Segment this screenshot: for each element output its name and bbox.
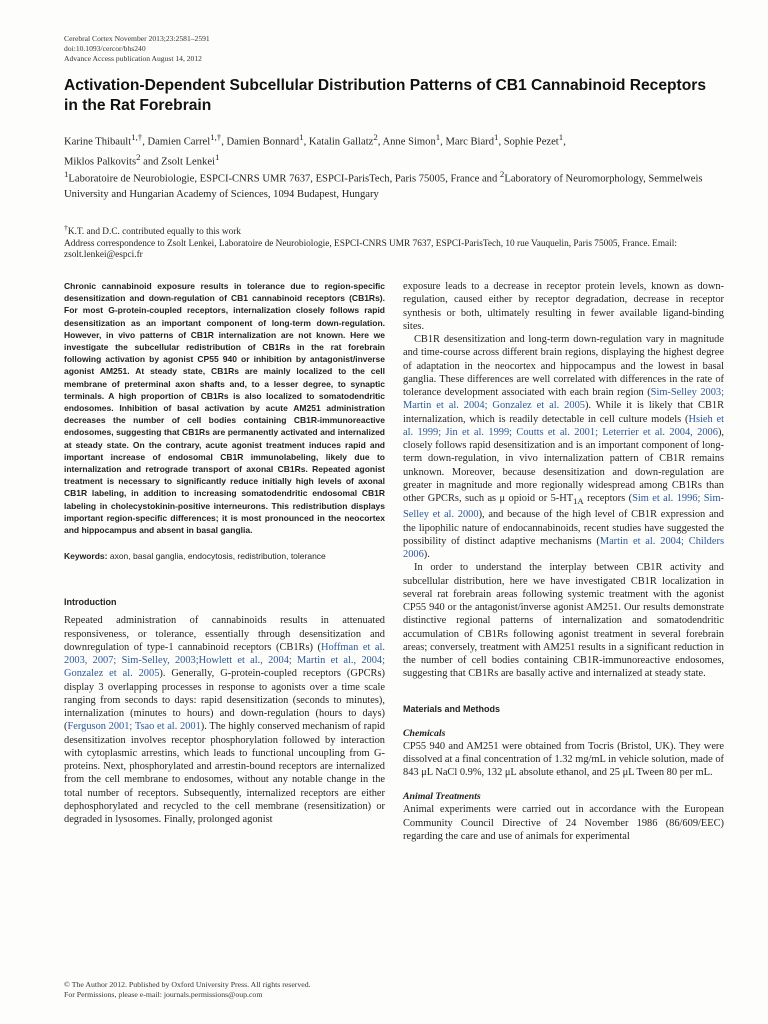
journal-doi: doi:10.1093/cercor/bhs240 [64, 44, 146, 53]
methods-paragraph: CP55 940 and AM251 were obtained from Tocris (Bristol, UK). They were dissolved at a final concentration of 1.32 mg/mL in vehicle solution, made of 843 μL NaCl 0.9%, 132 μL absolute ethanol, and 25 μL Tween 80 per mL. [403, 740, 724, 779]
keywords-label: Keywords: [64, 551, 108, 562]
affiliation-mark: 1 [64, 169, 69, 179]
author-notes [64, 222, 724, 262]
author-list: Karine Thibault$^{1,\dagger}$, Damien Carrel$^{1,\dagger}$, Damien Bonnard$^1$, Katalin Gallatz$^2$, Anne Simon$^1$, Marc Biard$^1$, Sophie Pezet$^1$, Miklos Palkovits$^2$ and Zsolt Lenkei$^1$ [64, 132, 566, 168]
dagger-mark: † [64, 223, 68, 232]
journal-issue: Cerebral Cortex November 2013;23:2581–2591 [64, 34, 210, 43]
author-affiliation-mark: 1 [214, 151, 220, 162]
affiliation-text: Laboratory of Neuromorphology, Semmelweis University and Hungarian Academy of Sciences, 1094 Budapest, Hungary [64, 173, 703, 200]
citation-link[interactable]: Sim-Selley 2003; Martin et al. 2004; Gonzalez et al. 2005 [403, 387, 724, 412]
intro-paragraph: CB1R desensitization and long-term down-regulation vary in magnitude and time-course across different brain regions, displaying the highest degree of adaptation in the neocortex and hippocampus and the lowest in basal ganglia. These differences are well correlated with differences in the rate of tolerance development associated with each brain region (Sim-Selley 2003; Martin et al. 2004; Gonzalez et al. 2005). While it is likely that CB1R internalization, which is readily detectable in cell culture models (Hsieh et al. 1999; Jin et al. 1999; Coutts et al. 2001; Leterrier et al. 2004, 2006), closely follows rapid desensitization and is an important component of long-term down-regulation, in vivo internalization pattern of CB1R remains unknown. Moreover, because desensitization and down-regulation are greater in magnitude and more regionally widespread among CB1Rs than other GPCRs, such as μ opioid or $5-HT_{1A}$ receptors (Sim et al. 1996; Sim-Selley et al. 2000), and because of the high level of CB1R expression and the lipophilic nature of endocannabinoids, recent studies have suggested the possibility of distinct adaptive mechanisms (Martin et al. 2004; Childers 2006). [403, 334, 724, 561]
author-name: Miklos Palkovits [64, 156, 137, 168]
affiliation-text: Laboratoire de Neurobiologie, ESPCI-CNRS UMR 7637, ESPCI-ParisTech, Paris 75005, France and [68, 173, 500, 185]
citation-link[interactable]: Martin et al. 2004; Childers 2006 [403, 535, 724, 561]
intro-paragraph: In order to understand the interplay between CB1R activity and subcellular distribution, here we have investigated CB1R localization in several rat forebrain areas following systemic treatment with the agonist CP55 940 or the antagonist/inverse agonist AM251. Our results demonstrate distinctive regional patterns of internalization and somatodendritic accumulation of CB1Rs following agonist treatment in several forebrain areas; conversely, treatment with AM251 results in a significant reduction in the number of cell bodies containing CB1R-immunoreactive endosomes, suggesting that CB1Rs are basally active and internalized at steady state. [403, 562, 724, 680]
methods-paragraph: Animal experiments were carried out in accordance with the European Community Council Directive of 24 November 1986 (86/609/EEC) regarding the care and use of animals for experimental [403, 804, 724, 842]
keywords [64, 550, 385, 562]
copyright-line: © The Author 2012. Published by Oxford University Press. All rights reserved. [64, 980, 311, 989]
author-name: Anne Simon [382, 136, 436, 148]
author-affiliation-mark: 1,† [210, 132, 222, 142]
author-name: Damien Carrel [147, 136, 211, 148]
methods-heading: Materials and Methods [403, 703, 501, 714]
right-column [403, 280, 724, 843]
author-affiliation-mark: 2 [136, 151, 141, 162]
citation-link[interactable]: Ferguson 2001; Tsao et al. 2001 [67, 721, 201, 733]
journal-advance-access: Advance Access publication August 14, 2012 [64, 54, 202, 63]
author-affiliation-mark: 2 [373, 132, 378, 142]
abstract: Chronic cannabinoid exposure results in tolerance due to region-specific desensitization and down-regulation of CB1 cannabinoid receptors (CB1Rs). For most G-protein-coupled receptors, internalization closely follows rapid desensitization as an important component of long-term down-regulation. However, in vivo patterns of CB1R internalization are not known. Here we investigate the subcellular redistribution of CB1Rs in the rat forebrain following activation by agonist CP55 940 or inhibition by antagonist/inverse agonist AM251. At steady state, CB1Rs are mainly localized to the cell membrane of preterminal axon shafts and, to a lesser degree, to synaptic terminals. A high proportion of CB1Rs is also localized to somatodendritic endosomes. Inhibition of basal activation by acute AM251 administration decreases the number of cell bodies containing CB1R-immunoreactive endosomes, suggesting that CB1Rs are permanently activated and internalized at steady state. On the contrary, acute agonist treatment induces rapid and important increase of endosomal CB1R immunolabeling, likely due to internalization and retrograde transport of axonal CB1Rs. Repeated agonist treatment is necessary to significantly reduce initially high levels of axonal CB1R labeling, in addition to increasing somatodendritic endosomal CB1R labeling in cholecystokinin-positive interneurons. This redistribution displays important region-specific differences; it is most pronounced in the neocortex and hippocampus and absent in basal ganglia. [64, 281, 385, 536]
author-affiliation-mark: 1 [299, 132, 304, 142]
author-affiliation-mark: 1 [435, 132, 441, 142]
affiliation-mark: 2 [499, 169, 505, 179]
citation-link[interactable]: Sim et al. 1996; Sim-Selley et al. 2000 [403, 493, 724, 521]
intro-paragraph: Repeated administration of cannabinoids results in attenuated responsiveness, or tolerance, essentially through desensitization and downregulation of type-1 cannabinoid receptors (CB1Rs) (Hoffman et al. 2003, 2007; Sim-Selley, 2003;Howlett et al., 2004; Martin et al., 2004; Gonzalez et al. 2005). Generally, G-protein-coupled receptors (GPCRs) display 3 overlapping processes in response to agonists over a time scale ranging from seconds to days: rapid desensitization (seconds to minutes), internalization (minutes to hours) and down-regulation (hours to days) (Ferguson 2001; Tsao et al. 2001). The highly conserved mechanism of rapid desensitization involves receptor phosphorylation followed by interaction with cytoplasmic arrestins, which leads to functional uncoupling from G-proteins. Next, phosphorylated and arrestin-bound receptors are internalized from the cell membrane to endosomes, without any notable change in the total number of receptors. Subsequently, internalized receptors are either dephosphorylated and recycled to the cell membrane (resensitization) or degraded in lysosomes. Finally, prolonged agonist [64, 615, 385, 826]
permissions-line: For Permissions, please e-mail: journals.permissions@oup.com [64, 990, 263, 999]
author-name: Zsolt Lenkei [161, 156, 215, 168]
citation-link[interactable]: Hsieh et al. 1999; Jin et al. 1999; Coutts et al. 2001; Leterrier et al. 2004, 2006 [403, 413, 724, 438]
author-name: Katalin Gallatz [308, 136, 374, 148]
keywords-text: axon, basal ganglia, endocytosis, redistribution, tolerance [109, 551, 326, 562]
intro-paragraph: exposure leads to a decrease in receptor protein levels, known as down-regulation, caused either by receptor degradation, decrease in receptor synthesis or both, ultimately resulting in fewer available ligand-binding sites. [403, 281, 724, 332]
correspondence-address: Address correspondence to Zsolt Lenkei, Laboratoire de Neurobiologie, ESPCI-CNRS UMR 7637, ESPCI-ParisTech, 10 rue Vauquelin, Paris 75005, France. Email: zsolt.lenkei@espci.fr [64, 238, 677, 261]
journal-citation [64, 34, 210, 64]
author-name: Marc Biard [445, 136, 495, 148]
affiliations [64, 167, 724, 202]
author-name: Karine Thibault [64, 136, 132, 148]
left-column [64, 280, 385, 826]
introduction-heading: Introduction [64, 597, 117, 608]
author-affiliation-mark: 1,† [131, 132, 143, 142]
chemicals-subheading: Chemicals [403, 727, 446, 739]
contribution-note: †K.T. and D.C. contributed equally to this work [64, 223, 241, 238]
animal-treatments-subheading: Animal Treatments [403, 791, 481, 803]
author-name: Sophie Pezet [503, 136, 559, 148]
author-affiliation-mark: 1 [558, 132, 564, 142]
citation-link[interactable]: Hoffman et al. 2003, 2007; Sim-Selley, 2003;Howlett et al., 2004; Martin et al., 2004; Gonzalez et al. 2005 [64, 641, 385, 680]
author-name: Damien Bonnard [226, 136, 300, 148]
paper-title: Activation-Dependent Subcellular Distribution Patterns of CB1 Cannabinoid Receptors in the Rat Forebrain [64, 77, 707, 114]
copyright-footer [64, 980, 311, 1000]
author-affiliation-mark: 1 [494, 132, 499, 142]
